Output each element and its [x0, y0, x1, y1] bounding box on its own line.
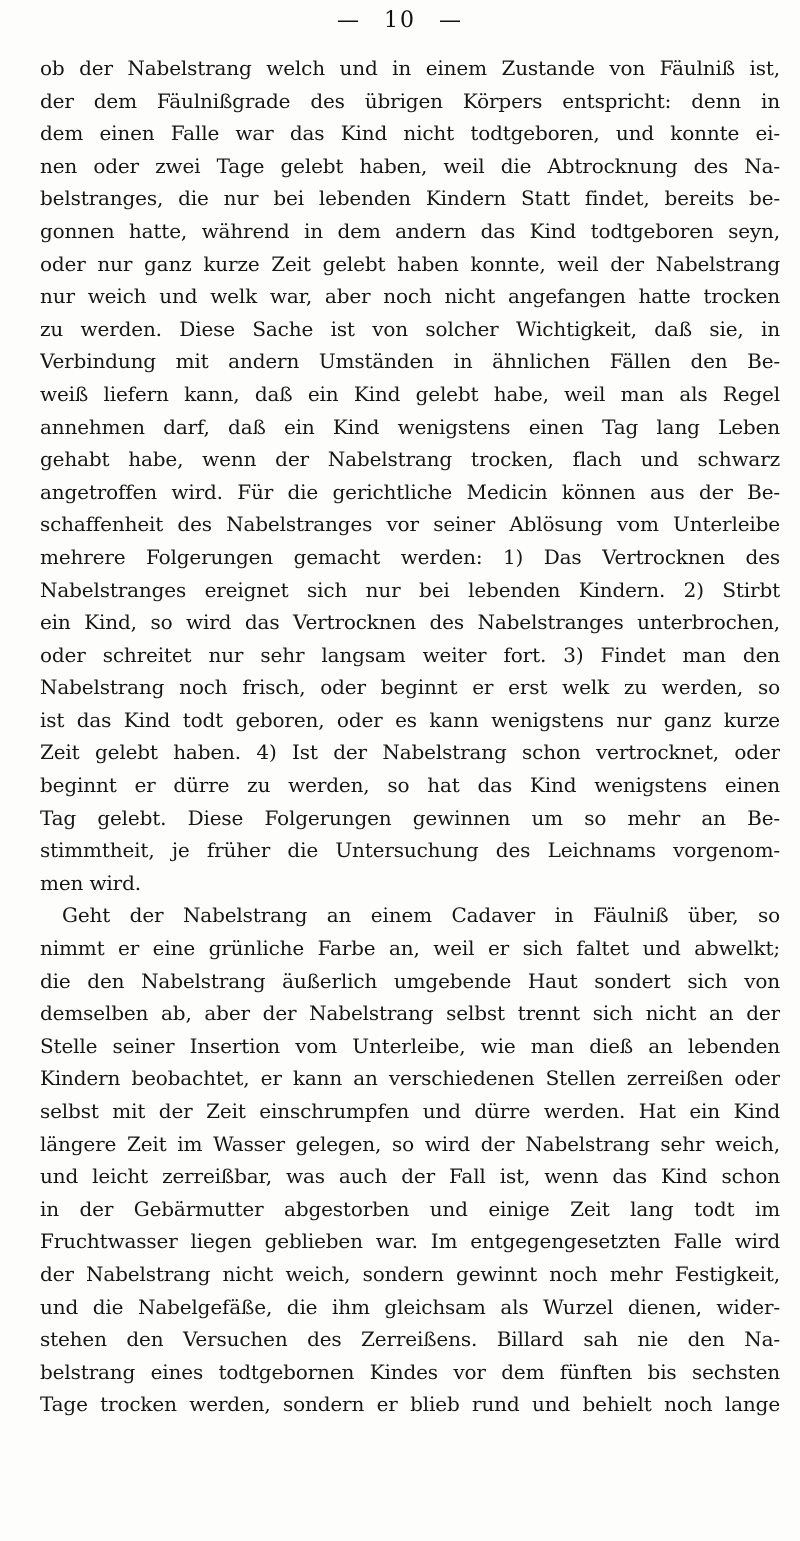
text-line: in der Gebärmutter abgestorben und einige Zeit lang todt im — [40, 1196, 780, 1221]
text-line: Nabelstrang noch frisch, oder beginnt er erst welk zu werden, so — [40, 675, 780, 700]
text-line: ist das Kind todt geboren, oder es kann wenigstens nur ganz kurze — [40, 707, 780, 732]
text-line: belstrang eines todtgebornen Kindes vor dem fünften bis sechsten — [40, 1359, 780, 1384]
text-line: Verbindung mit andern Umständen in ähnlichen Fällen den Be- — [40, 349, 780, 374]
text-line: der dem Fäulnißgrade des übrigen Körpers entspricht: denn in — [40, 88, 780, 113]
text-line: Tag gelebt. Diese Folgerungen gewinnen um so mehr an Be- — [40, 805, 780, 830]
text-line: nen oder zwei Tage gelebt haben, weil die Abtrocknung des Na- — [40, 153, 780, 178]
text-line: annehmen darf, daß ein Kind wenigstens einen Tag lang Leben — [40, 414, 780, 439]
text-line: Zeit gelebt haben. 4) Ist der Nabelstrang schon vertrocknet, oder — [40, 740, 780, 765]
text-line: und die Nabelgefäße, die ihm gleichsam als Wurzel dienen, wider- — [40, 1294, 780, 1319]
text-line: angetroffen wird. Für die gerichtliche Medicin können aus der Be- — [40, 479, 780, 504]
text-line: mehrere Folgerungen gemacht werden: 1) Das Vertrocknen des — [40, 544, 780, 569]
text-line: Nabelstranges ereignet sich nur bei lebenden Kindern. 2) Stirbt — [40, 577, 780, 602]
text-line: Kindern beobachtet, er kann an verschiedenen Stellen zerreißen oder — [40, 1066, 780, 1091]
text-line: demselben ab, aber der Nabelstrang selbst trennt sich nicht an der — [40, 1001, 780, 1026]
text-line-paragraph-end: men wird. — [40, 870, 141, 895]
text-line: selbst mit der Zeit einschrumpfen und dürre werden. Hat ein Kind — [40, 1099, 780, 1123]
text-line: die den Nabelstrang äußerlich umgebende Haut sondert sich von — [40, 968, 780, 993]
text-line: oder schreitet nur sehr langsam weiter fort. 3) Findet man den — [40, 642, 780, 667]
text-line: oder nur ganz kurze Zeit gelebt haben konnte, weil der Nabelstrang — [40, 251, 780, 276]
text-line: beginnt er dürre zu werden, so hat das Kind wenigstens einen — [40, 773, 780, 798]
text-line: stehen den Versuchen des Zerreißens. Billard sah nie den Na- — [40, 1327, 780, 1352]
text-line: stimmtheit, je früher die Untersuchung des Leichnams vorgenom- — [40, 838, 780, 863]
text-line: weiß liefern kann, daß ein Kind gelebt habe, weil man als Regel — [40, 381, 780, 406]
text-line: längere Zeit im Wasser gelegen, so wird der Nabelstrang sehr weich, — [40, 1131, 780, 1156]
page-number-dash-left: — — [337, 8, 361, 33]
text-line: Fruchtwasser liegen geblieben war. Im entgegengesetzten Falle wird — [40, 1229, 780, 1254]
text-line: gonnen hatte, während in dem andern das Kind todtgeboren seyn, — [40, 218, 780, 243]
text-line: zu werden. Diese Sache ist von solcher Wichtigkeit, daß sie, in — [40, 316, 780, 341]
text-line: Tage trocken werden, sondern er blieb rund und behielt noch lange — [40, 1392, 780, 1417]
page-number-dash-right: — — [439, 8, 463, 33]
text-line: nimmt er eine grünliche Farbe an, weil er sich faltet und abwelkt; — [40, 936, 780, 961]
text-line-paragraph-start: Geht der Nabelstrang an einem Cadaver in Fäulniß über, so — [62, 903, 780, 928]
text-line: Stelle seiner Insertion vom Unterleibe, wie man dieß an lebenden — [40, 1033, 780, 1058]
text-line: gehabt habe, wenn der Nabelstrang trocken, flach und schwarz — [40, 447, 780, 472]
text-line: belstranges, die nur bei lebenden Kindern Statt findet, bereits be- — [40, 186, 780, 211]
page-number-value: 10 — [384, 8, 416, 33]
text-line: nur weich und welk war, aber noch nicht angefangen hatte trocken — [40, 284, 780, 309]
page-number — [0, 8, 800, 33]
text-line: ein Kind, so wird das Vertrocknen des Nabelstranges unterbrochen, — [40, 610, 780, 635]
text-line: ob der Nabelstrang welch und in einem Zustande von Fäulniß ist, — [40, 56, 780, 80]
text-line: dem einen Falle war das Kind nicht todtgeboren, und konnte ei- — [40, 121, 780, 146]
body-text — [40, 52, 780, 1421]
text-line: der Nabelstrang nicht weich, sondern gewinnt noch mehr Festigkeit, — [40, 1261, 780, 1286]
text-line: schaffenheit des Nabelstranges vor seiner Ablösung vom Unterleibe — [40, 512, 780, 537]
text-line: und leicht zerreißbar, was auch der Fall ist, wenn das Kind schon — [40, 1164, 780, 1189]
